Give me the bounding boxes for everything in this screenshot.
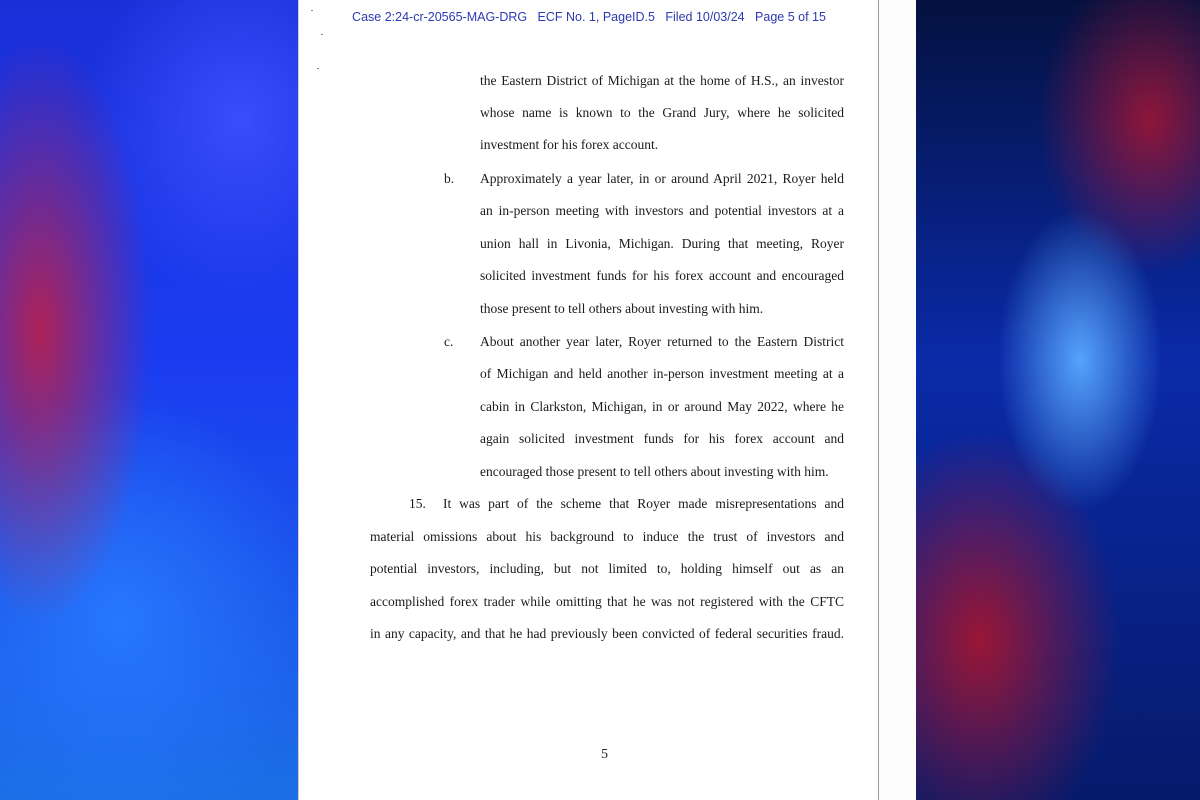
item-c-line: again solicited investment funds for his forex account and — [480, 431, 844, 446]
background-right — [915, 0, 1200, 800]
case-number: Case 2:24-cr-20565-MAG-DRG — [352, 10, 528, 24]
scan-speck — [317, 68, 319, 69]
filed-date: Filed 10/03/24 — [665, 10, 745, 24]
item-b-line: an in-person meeting with investors and potential investors at a — [480, 203, 844, 218]
intro-line: the Eastern District of Michigan at the home of H.S., an investor — [480, 73, 844, 88]
item-b-line: Approximately a year later, in or around April 2021, Royer held — [480, 171, 844, 186]
page-gutter — [878, 0, 916, 800]
page-number: 5 — [601, 747, 608, 762]
item-b-line: union hall in Livonia, Michigan. During that meeting, Royer — [480, 236, 844, 251]
item-b-line: solicited investment funds for his forex account and encouraged — [480, 268, 844, 283]
item-c-line: encouraged those present to tell others about investing with him. — [480, 464, 829, 479]
item-c-line: cabin in Clarkston, Michigan, in or around May 2022, where he — [480, 399, 844, 414]
item-b-line: those present to tell others about investing with him. — [480, 301, 764, 316]
item-marker-c: c. — [444, 334, 454, 349]
document-page — [298, 0, 879, 800]
intro-line: investment for his forex account. — [480, 137, 659, 152]
paragraph-line: in any capacity, and that he had previously been convicted of federal securities fraud. — [370, 626, 844, 641]
paragraph-line: accomplished forex trader while omitting that he was not registered with the CFTC — [370, 594, 844, 609]
background-left — [0, 0, 300, 800]
item-c-line: of Michigan and held another in-person investment meeting at a — [480, 366, 844, 381]
ecf-header — [299, 10, 879, 24]
intro-line: whose name is known to the Grand Jury, where he solicited — [480, 105, 844, 120]
page-count: Page 5 of 15 — [755, 10, 826, 24]
scan-speck — [321, 34, 323, 35]
ecf-number: ECF No. 1, PageID.5 — [537, 10, 655, 24]
paragraph-line: It was part of the scheme that Royer made misrepresentations and — [443, 496, 844, 511]
paragraph-line: material omissions about his background to induce the trust of investors and — [370, 529, 844, 544]
paragraph-line: potential investors, including, but not limited to, holding himself out as an — [370, 561, 844, 576]
paragraph-number: 15. — [409, 496, 426, 511]
scan-speck — [311, 10, 313, 11]
item-marker-b: b. — [444, 171, 455, 186]
item-c-line: About another year later, Royer returned to the Eastern District — [480, 334, 844, 349]
